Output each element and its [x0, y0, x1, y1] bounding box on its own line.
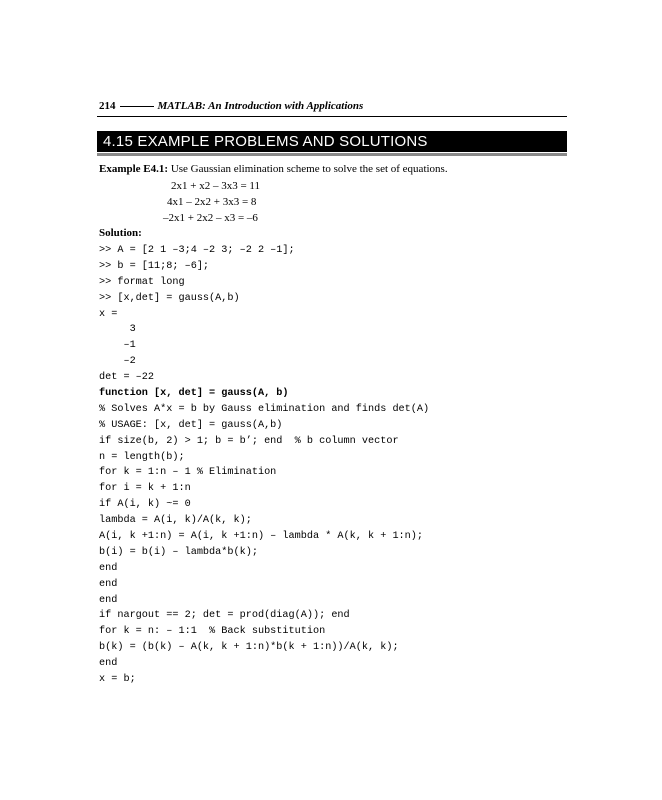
code-line: x = b;	[99, 674, 136, 686]
code-line: % USAGE: [x, det] = gauss(A,b)	[99, 419, 283, 431]
code-line: for k = 1:n – 1 % Elimination	[99, 467, 277, 479]
code-line: n = length(b);	[99, 451, 185, 463]
code-line: if A(i, k) ~= 0	[99, 499, 191, 511]
code-line: A(i, k +1:n) = A(i, k +1:n) – lambda * A(k, k + 1:n);	[99, 531, 424, 543]
equation-1	[171, 180, 260, 192]
code-line: for i = k + 1:n	[99, 483, 191, 495]
code-line: end	[99, 594, 118, 606]
code-line: if nargout == 2; det = prod(diag(A)); end	[99, 610, 350, 622]
equation-2	[167, 196, 256, 208]
equation-3	[163, 212, 258, 224]
code-line: end	[99, 578, 118, 590]
code-line: % Solves A*x = b by Gauss elimination and finds det(A)	[99, 403, 430, 415]
code-line: det = –22	[99, 372, 155, 384]
example-statement	[99, 163, 448, 175]
code-line: >> [x,det] = gauss(A,b)	[99, 292, 240, 304]
code-line: 3	[99, 324, 136, 336]
example-text: Use Gaussian elimination scheme to solve the set of equations.	[168, 163, 448, 175]
code-line: if size(b, 2) > 1; b = b’; end % b column vector	[99, 435, 399, 447]
equation-3-text: –2x1 + 2x2 – x3 = –6	[163, 212, 258, 224]
function-signature: function [x, det] = gauss(A, b)	[99, 388, 289, 400]
section-underline	[97, 153, 567, 156]
code-line: x =	[99, 308, 118, 320]
book-title: MATLAB: An Introduction with Applications	[157, 100, 364, 112]
header-rule	[97, 116, 567, 117]
code-line: >> b = [11;8; –6];	[99, 260, 210, 272]
code-line: end	[99, 658, 118, 670]
running-header	[99, 100, 363, 112]
code-line: b(i) = b(i) – lambda*b(k);	[99, 546, 258, 558]
page-number: 214	[99, 100, 116, 112]
equation-1-text: 2x1 + x2 – 3x3 = 11	[171, 180, 260, 192]
code-line: lambda = A(i, k)/A(k, k);	[99, 515, 252, 527]
solution-label: Solution:	[99, 227, 142, 239]
code-line: b(k) = (b(k) – A(k, k + 1:n)*b(k + 1:n))/A(k, k);	[99, 642, 399, 654]
equation-2-text: 4x1 – 2x2 + 3x3 = 8	[167, 196, 257, 208]
code-line: >> format long	[99, 276, 185, 288]
code-line: end	[99, 562, 118, 574]
section-heading: 4.15 EXAMPLE PROBLEMS AND SOLUTIONS	[97, 131, 567, 152]
code-line: –2	[99, 356, 136, 368]
code-listing	[99, 243, 429, 688]
code-line: –1	[99, 340, 136, 352]
code-line: >> A = [2 1 –3;4 –2 3; –2 2 –1];	[99, 245, 295, 256]
code-line: for k = n: – 1:1 % Back substitution	[99, 626, 326, 638]
header-dash	[120, 106, 154, 107]
example-label: Example E4.1:	[99, 163, 169, 175]
